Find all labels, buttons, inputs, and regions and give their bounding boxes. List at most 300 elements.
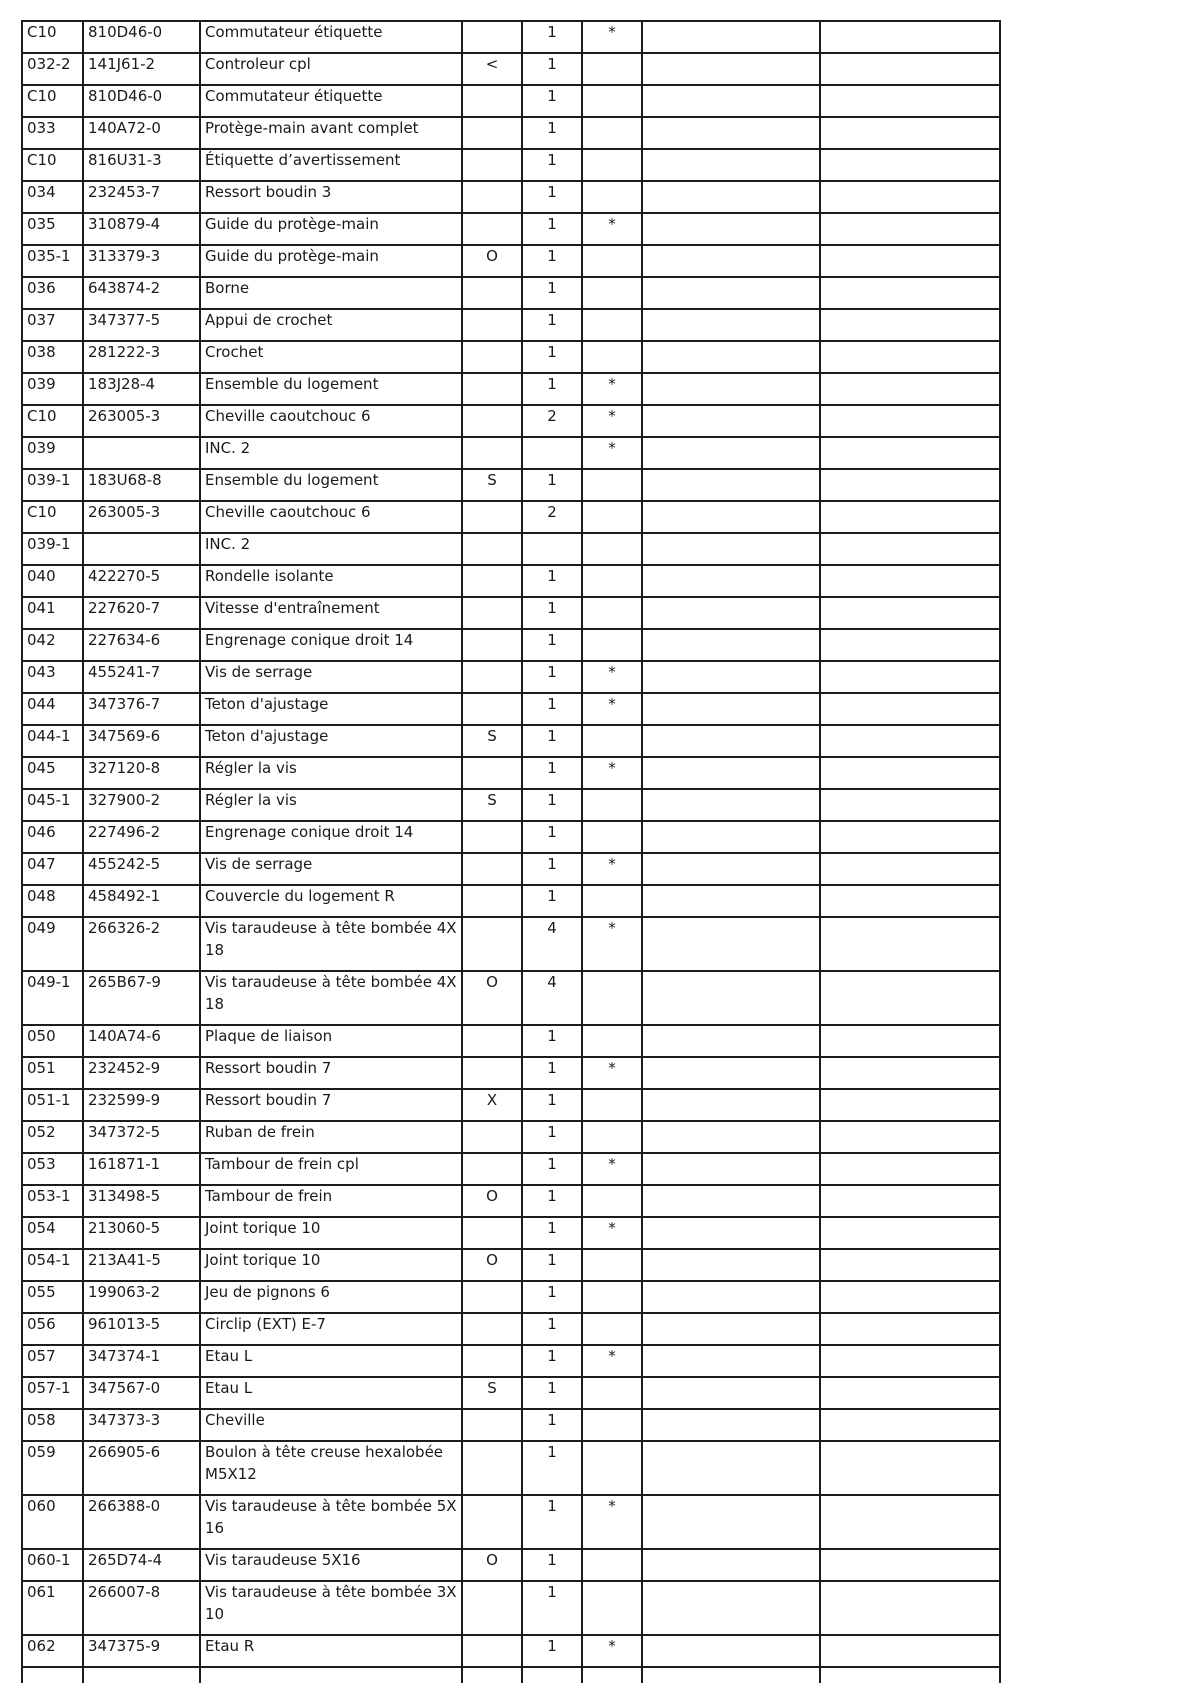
table-row: [22, 1549, 1000, 1581]
table-row: [22, 405, 1000, 437]
quantity-cell: 1: [522, 53, 582, 85]
part-number-cell: 347567-0: [83, 1377, 200, 1409]
empty-cell: [820, 1377, 1000, 1409]
quantity-cell: 1: [522, 1185, 582, 1217]
ref-cell: 039-1: [22, 469, 83, 501]
note-code-cell: [462, 533, 522, 565]
ref-cell: 045: [22, 757, 83, 789]
part-number-cell: 961013-5: [83, 1313, 200, 1345]
table-row: [22, 469, 1000, 501]
ref-cell: C10: [22, 501, 83, 533]
note-code-cell: [462, 661, 522, 693]
empty-cell: [820, 789, 1000, 821]
empty-cell: [820, 1549, 1000, 1581]
quantity-cell: 2: [522, 501, 582, 533]
table-row: [22, 309, 1000, 341]
note-code-cell: [462, 1441, 522, 1495]
empty-cell: [642, 1409, 820, 1441]
note-code-cell: [462, 149, 522, 181]
ref-cell: 057-1: [22, 1377, 83, 1409]
asterisk-cell: [582, 1121, 642, 1153]
asterisk-cell: *: [582, 757, 642, 789]
empty-cell: [642, 1185, 820, 1217]
asterisk-cell: [582, 789, 642, 821]
table-row: [22, 341, 1000, 373]
description-cell: Cheville caoutchouc 6: [200, 501, 462, 533]
table-row: [22, 629, 1000, 661]
note-code-cell: O: [462, 1185, 522, 1217]
description-cell: Ensemble du logement: [200, 469, 462, 501]
part-number-cell: 347376-7: [83, 693, 200, 725]
table-row: [22, 149, 1000, 181]
table-row: [22, 21, 1000, 53]
asterisk-cell: [582, 1409, 642, 1441]
empty-cell: [642, 1345, 820, 1377]
note-code-cell: O: [462, 245, 522, 277]
asterisk-cell: *: [582, 693, 642, 725]
part-number-cell: 347372-5: [83, 1121, 200, 1153]
asterisk-cell: *: [582, 1345, 642, 1377]
note-code-cell: [462, 405, 522, 437]
empty-cell: [820, 757, 1000, 789]
quantity-cell: 1: [522, 1635, 582, 1667]
asterisk-cell: [582, 533, 642, 565]
empty-cell: [642, 1667, 820, 1683]
empty-cell: [642, 917, 820, 971]
part-number-cell: 347377-5: [83, 309, 200, 341]
asterisk-cell: [582, 469, 642, 501]
description-cell: Vis de serrage: [200, 661, 462, 693]
quantity-cell: [522, 437, 582, 469]
ref-cell: 043: [22, 661, 83, 693]
asterisk-cell: *: [582, 1153, 642, 1185]
asterisk-cell: *: [582, 661, 642, 693]
note-code-cell: [462, 1313, 522, 1345]
empty-cell: [642, 853, 820, 885]
part-number-cell: 643874-2: [83, 277, 200, 309]
ref-cell: 048: [22, 885, 83, 917]
part-number-cell: 455241-7: [83, 661, 200, 693]
empty-cell: [820, 597, 1000, 629]
ref-cell: 052: [22, 1121, 83, 1153]
part-number-cell: 141J61-2: [83, 53, 200, 85]
empty-cell: [642, 971, 820, 1025]
description-cell: Protège-main avant complet: [200, 117, 462, 149]
ref-cell: 035: [22, 213, 83, 245]
quantity-cell: 1: [522, 821, 582, 853]
empty-cell: [820, 971, 1000, 1025]
ref-cell: 039-1: [22, 533, 83, 565]
empty-cell: [820, 1281, 1000, 1313]
part-number-cell: [83, 1667, 200, 1683]
ref-cell: 054: [22, 1217, 83, 1249]
empty-cell: [820, 821, 1000, 853]
empty-cell: [642, 1581, 820, 1635]
part-number-cell: 347373-3: [83, 1409, 200, 1441]
ref-cell: C10: [22, 149, 83, 181]
description-cell: Jeu de pignons 6: [200, 1281, 462, 1313]
ref-cell: 051-1: [22, 1089, 83, 1121]
ref-cell: 039: [22, 373, 83, 405]
table-row: [22, 1495, 1000, 1549]
note-code-cell: O: [462, 1249, 522, 1281]
empty-cell: [642, 1377, 820, 1409]
description-cell: Ressort boudin 3: [200, 181, 462, 213]
empty-cell: [820, 405, 1000, 437]
empty-cell: [820, 1089, 1000, 1121]
description-cell: Commutateur étiquette: [200, 85, 462, 117]
description-cell: Etau L: [200, 1345, 462, 1377]
empty-cell: [820, 1581, 1000, 1635]
empty-cell: [642, 1441, 820, 1495]
quantity-cell: [522, 533, 582, 565]
ref-cell: 042: [22, 629, 83, 661]
ref-cell: 053-1: [22, 1185, 83, 1217]
asterisk-cell: [582, 971, 642, 1025]
empty-cell: [642, 789, 820, 821]
empty-cell: [820, 1409, 1000, 1441]
table-row: [22, 1185, 1000, 1217]
part-number-cell: 327900-2: [83, 789, 200, 821]
note-code-cell: [462, 853, 522, 885]
empty-cell: [820, 1345, 1000, 1377]
ref-cell: 036: [22, 277, 83, 309]
table-row: [22, 1217, 1000, 1249]
empty-cell: [642, 725, 820, 757]
quantity-cell: 1: [522, 789, 582, 821]
ref-cell: 045-1: [22, 789, 83, 821]
quantity-cell: 1: [522, 341, 582, 373]
empty-cell: [820, 1121, 1000, 1153]
part-number-cell: 327120-8: [83, 757, 200, 789]
description-cell: Vis taraudeuse à tête bombée 5X 16: [200, 1495, 462, 1549]
empty-cell: [642, 405, 820, 437]
quantity-cell: [522, 1667, 582, 1683]
table-row: [22, 693, 1000, 725]
table-row: [22, 821, 1000, 853]
note-code-cell: O: [462, 1549, 522, 1581]
table-row: [22, 1249, 1000, 1281]
part-number-cell: 816U31-3: [83, 149, 200, 181]
ref-cell: 056: [22, 1313, 83, 1345]
description-cell: Tambour de frein cpl: [200, 1153, 462, 1185]
description-cell: Joint torique 10: [200, 1217, 462, 1249]
part-number-cell: 232599-9: [83, 1089, 200, 1121]
empty-cell: [820, 533, 1000, 565]
empty-cell: [642, 821, 820, 853]
description-cell: Ressort boudin 7: [200, 1057, 462, 1089]
ref-cell: 038: [22, 341, 83, 373]
asterisk-cell: [582, 1313, 642, 1345]
note-code-cell: [462, 693, 522, 725]
empty-cell: [642, 1249, 820, 1281]
description-cell: Controleur cpl: [200, 53, 462, 85]
note-code-cell: [462, 21, 522, 53]
description-cell: Vis taraudeuse à tête bombée 4X 18: [200, 971, 462, 1025]
description-cell: INC. 2: [200, 437, 462, 469]
quantity-cell: 1: [522, 1121, 582, 1153]
part-number-cell: 458492-1: [83, 885, 200, 917]
ref-cell: 060: [22, 1495, 83, 1549]
asterisk-cell: *: [582, 21, 642, 53]
empty-cell: [642, 1281, 820, 1313]
table-row: [22, 1153, 1000, 1185]
quantity-cell: 1: [522, 309, 582, 341]
ref-cell: 050: [22, 1025, 83, 1057]
ref-cell: 041: [22, 597, 83, 629]
empty-cell: [820, 85, 1000, 117]
ref-cell: 049: [22, 917, 83, 971]
note-code-cell: [462, 1057, 522, 1089]
part-number-cell: 232453-7: [83, 181, 200, 213]
ref-cell: 055: [22, 1281, 83, 1313]
description-cell: Borne: [200, 277, 462, 309]
asterisk-cell: [582, 1281, 642, 1313]
ref-cell: 058: [22, 1409, 83, 1441]
quantity-cell: 1: [522, 661, 582, 693]
empty-cell: [820, 21, 1000, 53]
empty-cell: [642, 533, 820, 565]
table-row: [22, 1441, 1000, 1495]
asterisk-cell: *: [582, 437, 642, 469]
empty-cell: [642, 1549, 820, 1581]
ref-cell: 040: [22, 565, 83, 597]
asterisk-cell: [582, 341, 642, 373]
asterisk-cell: [582, 1581, 642, 1635]
ref-cell: 054-1: [22, 1249, 83, 1281]
table-row: [22, 213, 1000, 245]
part-number-cell: 347569-6: [83, 725, 200, 757]
empty-cell: [642, 565, 820, 597]
table-row: [22, 1377, 1000, 1409]
note-code-cell: [462, 85, 522, 117]
description-cell: Guide du protège-main: [200, 213, 462, 245]
table-row: [22, 245, 1000, 277]
empty-cell: [642, 1495, 820, 1549]
asterisk-cell: [582, 725, 642, 757]
table-row: [22, 597, 1000, 629]
description-cell: Cheville: [200, 1409, 462, 1441]
empty-cell: [642, 437, 820, 469]
note-code-cell: [462, 213, 522, 245]
description-cell: Teton d'ajustage: [200, 693, 462, 725]
description-cell: Rondelle isolante: [200, 565, 462, 597]
quantity-cell: 1: [522, 149, 582, 181]
asterisk-cell: *: [582, 1057, 642, 1089]
note-code-cell: [462, 1667, 522, 1683]
quantity-cell: 1: [522, 597, 582, 629]
asterisk-cell: *: [582, 1635, 642, 1667]
table-row: [22, 789, 1000, 821]
note-code-cell: [462, 1635, 522, 1667]
note-code-cell: S: [462, 1377, 522, 1409]
quantity-cell: 1: [522, 629, 582, 661]
part-number-cell: 266326-2: [83, 917, 200, 971]
table-row: [22, 1581, 1000, 1635]
empty-cell: [642, 757, 820, 789]
ref-cell: 062: [22, 1635, 83, 1667]
empty-cell: [820, 469, 1000, 501]
note-code-cell: [462, 1121, 522, 1153]
quantity-cell: 1: [522, 1495, 582, 1549]
asterisk-cell: [582, 277, 642, 309]
part-number-cell: 232452-9: [83, 1057, 200, 1089]
empty-cell: [642, 149, 820, 181]
description-cell: Etau L: [200, 1377, 462, 1409]
ref-cell: 053: [22, 1153, 83, 1185]
table-row: [22, 725, 1000, 757]
part-number-cell: 140A72-0: [83, 117, 200, 149]
note-code-cell: [462, 341, 522, 373]
note-code-cell: [462, 1345, 522, 1377]
note-code-cell: X: [462, 1089, 522, 1121]
asterisk-cell: [582, 1667, 642, 1683]
asterisk-cell: [582, 309, 642, 341]
empty-cell: [820, 1217, 1000, 1249]
note-code-cell: [462, 885, 522, 917]
part-number-cell: 313379-3: [83, 245, 200, 277]
ref-cell: 061: [22, 1581, 83, 1635]
asterisk-cell: [582, 149, 642, 181]
empty-cell: [820, 725, 1000, 757]
quantity-cell: 1: [522, 757, 582, 789]
empty-cell: [642, 597, 820, 629]
ref-cell: 051: [22, 1057, 83, 1089]
empty-cell: [642, 1153, 820, 1185]
table-row: [22, 565, 1000, 597]
part-number-cell: 347375-9: [83, 1635, 200, 1667]
note-code-cell: O: [462, 971, 522, 1025]
table-row: [22, 53, 1000, 85]
part-number-cell: 213060-5: [83, 1217, 200, 1249]
description-cell: Crochet: [200, 341, 462, 373]
part-number-cell: 313498-5: [83, 1185, 200, 1217]
note-code-cell: [462, 1495, 522, 1549]
ref-cell: 049-1: [22, 971, 83, 1025]
ref-cell: 032-2: [22, 53, 83, 85]
quantity-cell: 1: [522, 1281, 582, 1313]
ref-cell: 044: [22, 693, 83, 725]
empty-cell: [642, 1057, 820, 1089]
note-code-cell: [462, 757, 522, 789]
part-number-cell: 455242-5: [83, 853, 200, 885]
description-cell: INC. 2: [200, 533, 462, 565]
description-cell: Ruban de frein: [200, 1121, 462, 1153]
part-number-cell: 227634-6: [83, 629, 200, 661]
description-cell: Boulon à tête creuse hexalobée M5X12: [200, 1441, 462, 1495]
quantity-cell: 1: [522, 1409, 582, 1441]
empty-cell: [642, 21, 820, 53]
note-code-cell: [462, 373, 522, 405]
empty-cell: [642, 341, 820, 373]
empty-cell: [820, 341, 1000, 373]
part-number-cell: 266007-8: [83, 1581, 200, 1635]
quantity-cell: 1: [522, 1057, 582, 1089]
note-code-cell: [462, 277, 522, 309]
quantity-cell: 1: [522, 1153, 582, 1185]
part-number-cell: 161871-1: [83, 1153, 200, 1185]
quantity-cell: 1: [522, 693, 582, 725]
empty-cell: [642, 373, 820, 405]
quantity-cell: 1: [522, 885, 582, 917]
empty-cell: [820, 181, 1000, 213]
asterisk-cell: [582, 181, 642, 213]
quantity-cell: 1: [522, 1549, 582, 1581]
empty-cell: [820, 501, 1000, 533]
asterisk-cell: [582, 501, 642, 533]
table-row: [22, 1121, 1000, 1153]
empty-cell: [820, 853, 1000, 885]
empty-cell: [820, 693, 1000, 725]
table-row: [22, 437, 1000, 469]
asterisk-cell: [582, 885, 642, 917]
quantity-cell: 1: [522, 469, 582, 501]
note-code-cell: [462, 1409, 522, 1441]
empty-cell: [820, 565, 1000, 597]
description-cell: Appui de crochet: [200, 309, 462, 341]
quantity-cell: 1: [522, 1217, 582, 1249]
note-code-cell: [462, 629, 522, 661]
empty-cell: [642, 213, 820, 245]
empty-cell: [820, 213, 1000, 245]
ref-cell: C10: [22, 85, 83, 117]
note-code-cell: [462, 821, 522, 853]
empty-cell: [820, 1441, 1000, 1495]
ref-cell: 059: [22, 1441, 83, 1495]
note-code-cell: [462, 1581, 522, 1635]
empty-cell: [820, 1153, 1000, 1185]
quantity-cell: 1: [522, 245, 582, 277]
quantity-cell: 1: [522, 1089, 582, 1121]
table-row: [22, 661, 1000, 693]
parts-list-table: [21, 20, 1001, 1683]
quantity-cell: 1: [522, 725, 582, 757]
asterisk-cell: [582, 117, 642, 149]
description-cell: Guide du protège-main: [200, 245, 462, 277]
part-number-cell: 140A74-6: [83, 1025, 200, 1057]
empty-cell: [642, 1089, 820, 1121]
empty-cell: [642, 85, 820, 117]
table-row: [22, 1635, 1000, 1667]
description-cell: Engrenage conique droit 14: [200, 821, 462, 853]
part-number-cell: 422270-5: [83, 565, 200, 597]
ref-cell: 046: [22, 821, 83, 853]
quantity-cell: 1: [522, 1441, 582, 1495]
empty-cell: [820, 53, 1000, 85]
description-cell: Vis taraudeuse à tête bombée 3X 10: [200, 1581, 462, 1635]
quantity-cell: 1: [522, 373, 582, 405]
empty-cell: [642, 1635, 820, 1667]
empty-cell: [642, 53, 820, 85]
table-row: [22, 757, 1000, 789]
part-number-cell: 265D74-4: [83, 1549, 200, 1581]
quantity-cell: 1: [522, 853, 582, 885]
quantity-cell: 1: [522, 1581, 582, 1635]
empty-cell: [642, 309, 820, 341]
description-cell: Régler la vis: [200, 757, 462, 789]
empty-cell: [820, 1249, 1000, 1281]
note-code-cell: [462, 501, 522, 533]
empty-cell: [642, 885, 820, 917]
part-number-cell: 347374-1: [83, 1345, 200, 1377]
empty-cell: [820, 277, 1000, 309]
description-cell: Vis de serrage: [200, 853, 462, 885]
note-code-cell: S: [462, 469, 522, 501]
note-code-cell: [462, 309, 522, 341]
ref-cell: 037: [22, 309, 83, 341]
description-cell: Vis taraudeuse 5X16: [200, 1549, 462, 1581]
empty-cell: [820, 1667, 1000, 1683]
